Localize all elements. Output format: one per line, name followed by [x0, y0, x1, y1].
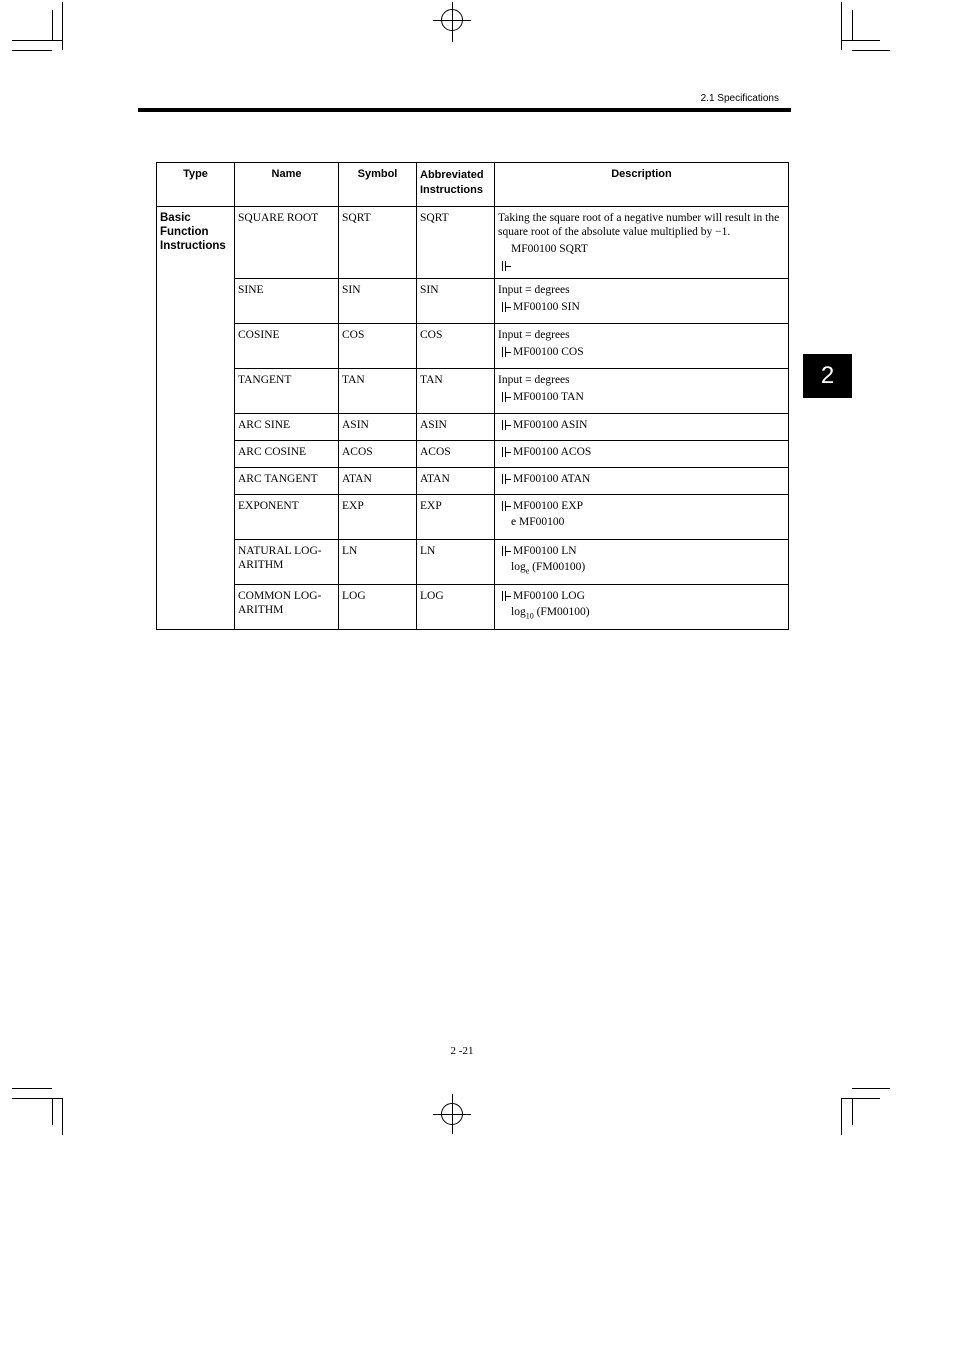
symbol-cell: COS: [339, 324, 417, 369]
name-cell: ARC SINE: [235, 414, 339, 441]
ladder-text: MF00100 TAN: [513, 391, 584, 403]
table-row: [157, 369, 789, 414]
table-row: [157, 441, 789, 468]
description-cell: [495, 324, 789, 369]
name-cell: ARC COSINE: [235, 441, 339, 468]
description-cell: [495, 279, 789, 324]
abbr-cell: COS: [417, 324, 495, 369]
column-header-name: Name: [235, 163, 339, 207]
symbol-cell: SQRT: [339, 207, 417, 279]
description-note: Taking the square root of a negative number will result in the square root of the absolute value multiplied by −1.: [498, 212, 780, 238]
description-cell: [495, 369, 789, 414]
contact-icon: [501, 546, 512, 556]
abbr-cell: EXP: [417, 495, 495, 540]
description-cell: [495, 414, 789, 441]
result-base: log: [511, 561, 526, 573]
contact-icon: [501, 302, 512, 312]
table-header-row: [157, 163, 789, 207]
description-note: Input = degrees: [498, 284, 570, 296]
result-subscript: 10: [525, 611, 534, 621]
contact-icon: [501, 447, 512, 457]
table-row: [157, 324, 789, 369]
symbol-cell: SIN: [339, 279, 417, 324]
description-cell: [495, 468, 789, 495]
column-header-type: Type: [157, 163, 235, 207]
name-cell: NATURAL LOG-ARITHM: [235, 540, 339, 585]
name-cell: COSINE: [235, 324, 339, 369]
ladder-text: MF00100 ACOS: [513, 446, 592, 458]
symbol-cell: EXP: [339, 495, 417, 540]
type-cell: Basic Function Instructions: [157, 207, 235, 630]
description-cell: [495, 585, 789, 630]
description-cell: [495, 441, 789, 468]
contact-icon: [501, 474, 512, 484]
symbol-cell: ASIN: [339, 414, 417, 441]
abbr-cell: SQRT: [417, 207, 495, 279]
symbol-cell: LN: [339, 540, 417, 585]
column-header-description: Description: [495, 163, 789, 207]
description-note: Input = degrees: [498, 374, 570, 386]
description-cell: [495, 540, 789, 585]
contact-icon: [501, 591, 512, 601]
contact-icon: [501, 392, 512, 402]
result-subscript: e: [525, 566, 530, 576]
table-row: [157, 540, 789, 585]
ladder-text: MF00100 LN: [513, 545, 577, 557]
abbr-cell: LOG: [417, 585, 495, 630]
symbol-cell: ACOS: [339, 441, 417, 468]
header-rule: [138, 108, 791, 112]
symbol-cell: LOG: [339, 585, 417, 630]
result-expression: e MF00100: [511, 516, 565, 528]
result-expression: [498, 605, 785, 623]
ladder-text: MF00100 LOG: [513, 590, 585, 602]
symbol-cell: ATAN: [339, 468, 417, 495]
abbr-cell: LN: [417, 540, 495, 585]
ladder-text: MF00100 EXP: [513, 500, 583, 512]
abbr-cell: ATAN: [417, 468, 495, 495]
name-cell: ARC TANGENT: [235, 468, 339, 495]
ladder-text: MF00100 SIN: [513, 301, 580, 313]
contact-icon: [501, 261, 512, 271]
result-expression: [498, 560, 785, 578]
ladder-text: MF00100 ATAN: [513, 473, 591, 485]
column-header-abbreviated: Abbreviated Instructions: [417, 163, 495, 207]
symbol-cell: TAN: [339, 369, 417, 414]
page-number: 2 -21: [450, 1045, 474, 1057]
contact-icon: [501, 501, 512, 511]
table-row: [157, 495, 789, 540]
description-cell: [495, 207, 789, 279]
abbr-cell: ACOS: [417, 441, 495, 468]
name-cell: COMMON LOG-ARITHM: [235, 585, 339, 630]
table-row: [157, 207, 789, 279]
abbr-cell: SIN: [417, 279, 495, 324]
ladder-text: MF00100 COS: [513, 346, 584, 358]
section-header: 2.1 Specifications: [700, 93, 779, 104]
abbr-cell: ASIN: [417, 414, 495, 441]
abbr-cell: TAN: [417, 369, 495, 414]
name-cell: TANGENT: [235, 369, 339, 414]
ladder-text: MF00100 ASIN: [513, 419, 588, 431]
table-row: [157, 279, 789, 324]
table-row: [157, 585, 789, 630]
chapter-tab: 2: [803, 354, 852, 398]
table-row: [157, 414, 789, 441]
column-header-symbol: Symbol: [339, 163, 417, 207]
ladder-text: MF00100 SQRT: [511, 243, 588, 255]
result-base: log: [511, 606, 526, 618]
name-cell: SQUARE ROOT: [235, 207, 339, 279]
table-row: [157, 468, 789, 495]
description-note: Input = degrees: [498, 329, 570, 341]
contact-icon: [501, 420, 512, 430]
instruction-table: [156, 162, 789, 630]
name-cell: EXPONENT: [235, 495, 339, 540]
description-cell: [495, 495, 789, 540]
result-argument: (FM00100): [529, 561, 586, 573]
name-cell: SINE: [235, 279, 339, 324]
contact-icon: [501, 347, 512, 357]
result-argument: (FM00100): [533, 606, 590, 618]
